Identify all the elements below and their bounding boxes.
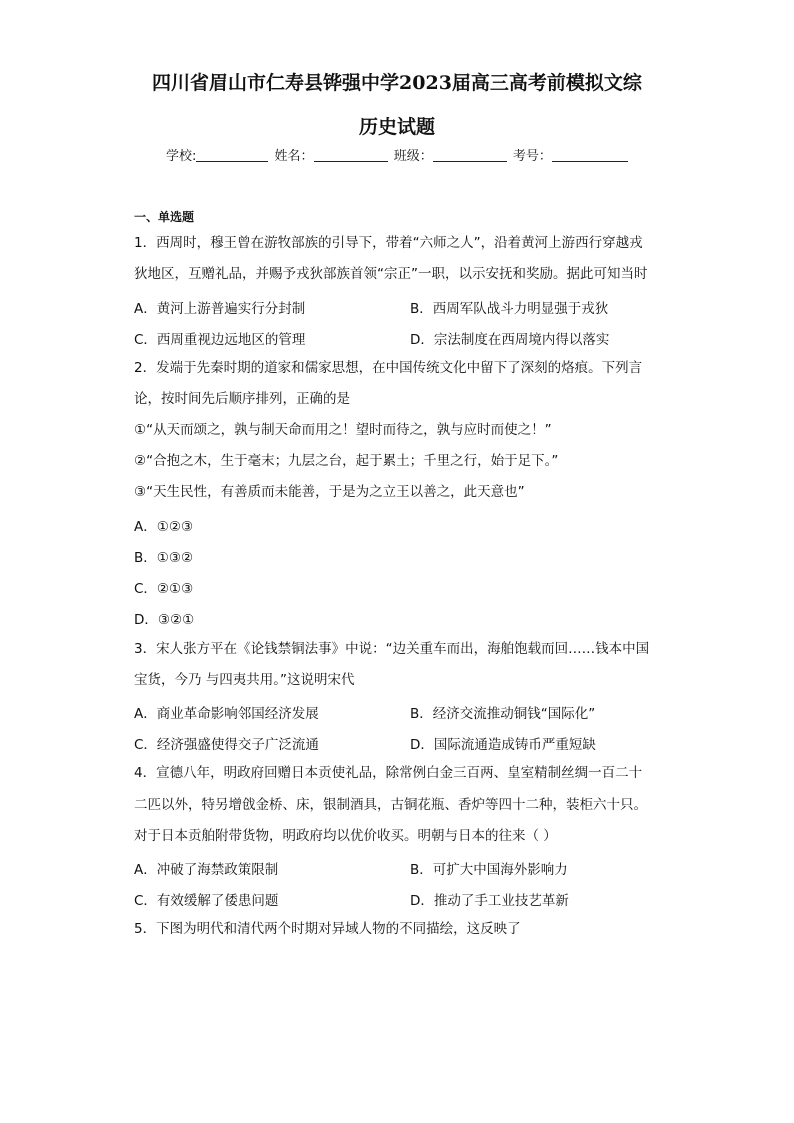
question-2-line: 2．发端于先秦时期的道家和儒家思想，在中国传统文化中留下了深刻的烙痕。下列言 [134, 360, 643, 376]
question-2-statement: ③“天生民性，有善质而未能善，于是为之立王以善之，此天意也” [134, 484, 525, 500]
q4-option-d[interactable]: D．推动了手工业技艺革新 [410, 893, 569, 909]
school-label: 学校: [166, 149, 197, 164]
q3-option-c[interactable]: C．经济强盛使得交子广泛流通 [134, 737, 319, 753]
q3-option-a[interactable]: A．商业革命影响邻国经济发展 [134, 706, 319, 722]
exam-subtitle: 历史试题 [358, 116, 435, 138]
question-1-line: 狄地区，互赠礼品，并赐予戎狄部族首领“宗正”一职，以示安抚和奖励。据此可知当时 [134, 266, 648, 282]
q2-option-a[interactable]: A．①②③ [134, 519, 194, 535]
q1-option-d[interactable]: D．宗法制度在西周境内得以落实 [410, 332, 610, 348]
name-field[interactable] [314, 147, 388, 162]
question-4-line: 二匹以外，特另增戗金桥、床，银制酒具，古铜花瓶、香炉等四十二种，装柜六十只。 [134, 797, 647, 813]
q3-option-d[interactable]: D．国际流通造成铸币严重短缺 [410, 737, 596, 753]
school-field[interactable] [196, 147, 268, 162]
q1-option-a[interactable]: A．黄河上游普遍实行分封制 [134, 301, 306, 317]
q3-option-b[interactable]: B．经济交流推动铜钱“国际化” [410, 706, 596, 722]
class-label: 班级： [393, 149, 433, 164]
question-3-line: 宝货，今乃 与四夷共用。”这说明宋代 [134, 672, 355, 688]
q1-option-b[interactable]: B．西周军队战斗力明显强于戎狄 [410, 301, 609, 317]
class-field[interactable] [433, 147, 507, 162]
question-4-line: 对于日本贡舶附带货物，明政府均以优价收买。明朝与日本的往来（ ） [134, 828, 557, 844]
question-3-line: 3．宋人张方平在《论钱禁铜法事》中说：“边关重车而出，海舶饱载而回……钱本中国 [134, 641, 650, 657]
section-title: 一、单选题 [134, 210, 195, 224]
q2-option-d[interactable]: D．③②① [134, 612, 195, 628]
q2-option-b[interactable]: B．①③② [134, 550, 194, 566]
q4-option-c[interactable]: C．有效缓解了倭患问题 [134, 893, 279, 909]
question-1-line: 1．西周时，穆王曾在游牧部族的引导下，带着“六师之人”，沿着黄河上游西行穿越戎 [134, 235, 643, 251]
name-label: 姓名： [274, 149, 314, 164]
question-5-line: 5．下图为明代和清代两个时期对异域人物的不同描绘，这反映了 [134, 921, 521, 937]
question-2-statement: ②“合抱之木，生于毫末；九层之台，起于累土；千里之行，始于足下。” [134, 453, 559, 469]
q4-option-a[interactable]: A．冲破了海禁政策限制 [134, 862, 279, 878]
q2-option-c[interactable]: C．②①③ [134, 581, 194, 597]
number-field[interactable] [552, 147, 628, 162]
exam-title: 四川省眉山市仁寿县铧强中学2023届高三高考前模拟文综 [152, 72, 642, 94]
q4-option-b[interactable]: B．可扩大中国海外影响力 [410, 862, 568, 878]
student-info-row [166, 145, 630, 164]
number-label: 考号： [512, 149, 552, 164]
question-4-line: 4．宣德八年，明政府回赠日本贡使礼品，除常例白金三百两、皇室精制丝绸一百二十 [134, 765, 643, 781]
question-2-line: 论，按时间先后顺序排列，正确的是 [134, 391, 350, 407]
question-2-statement: ①“从天而颂之，孰与制天命而用之！望时而待之，孰与应时而使之！” [134, 422, 552, 438]
q1-option-c[interactable]: C．西周重视边远地区的管理 [134, 332, 306, 348]
